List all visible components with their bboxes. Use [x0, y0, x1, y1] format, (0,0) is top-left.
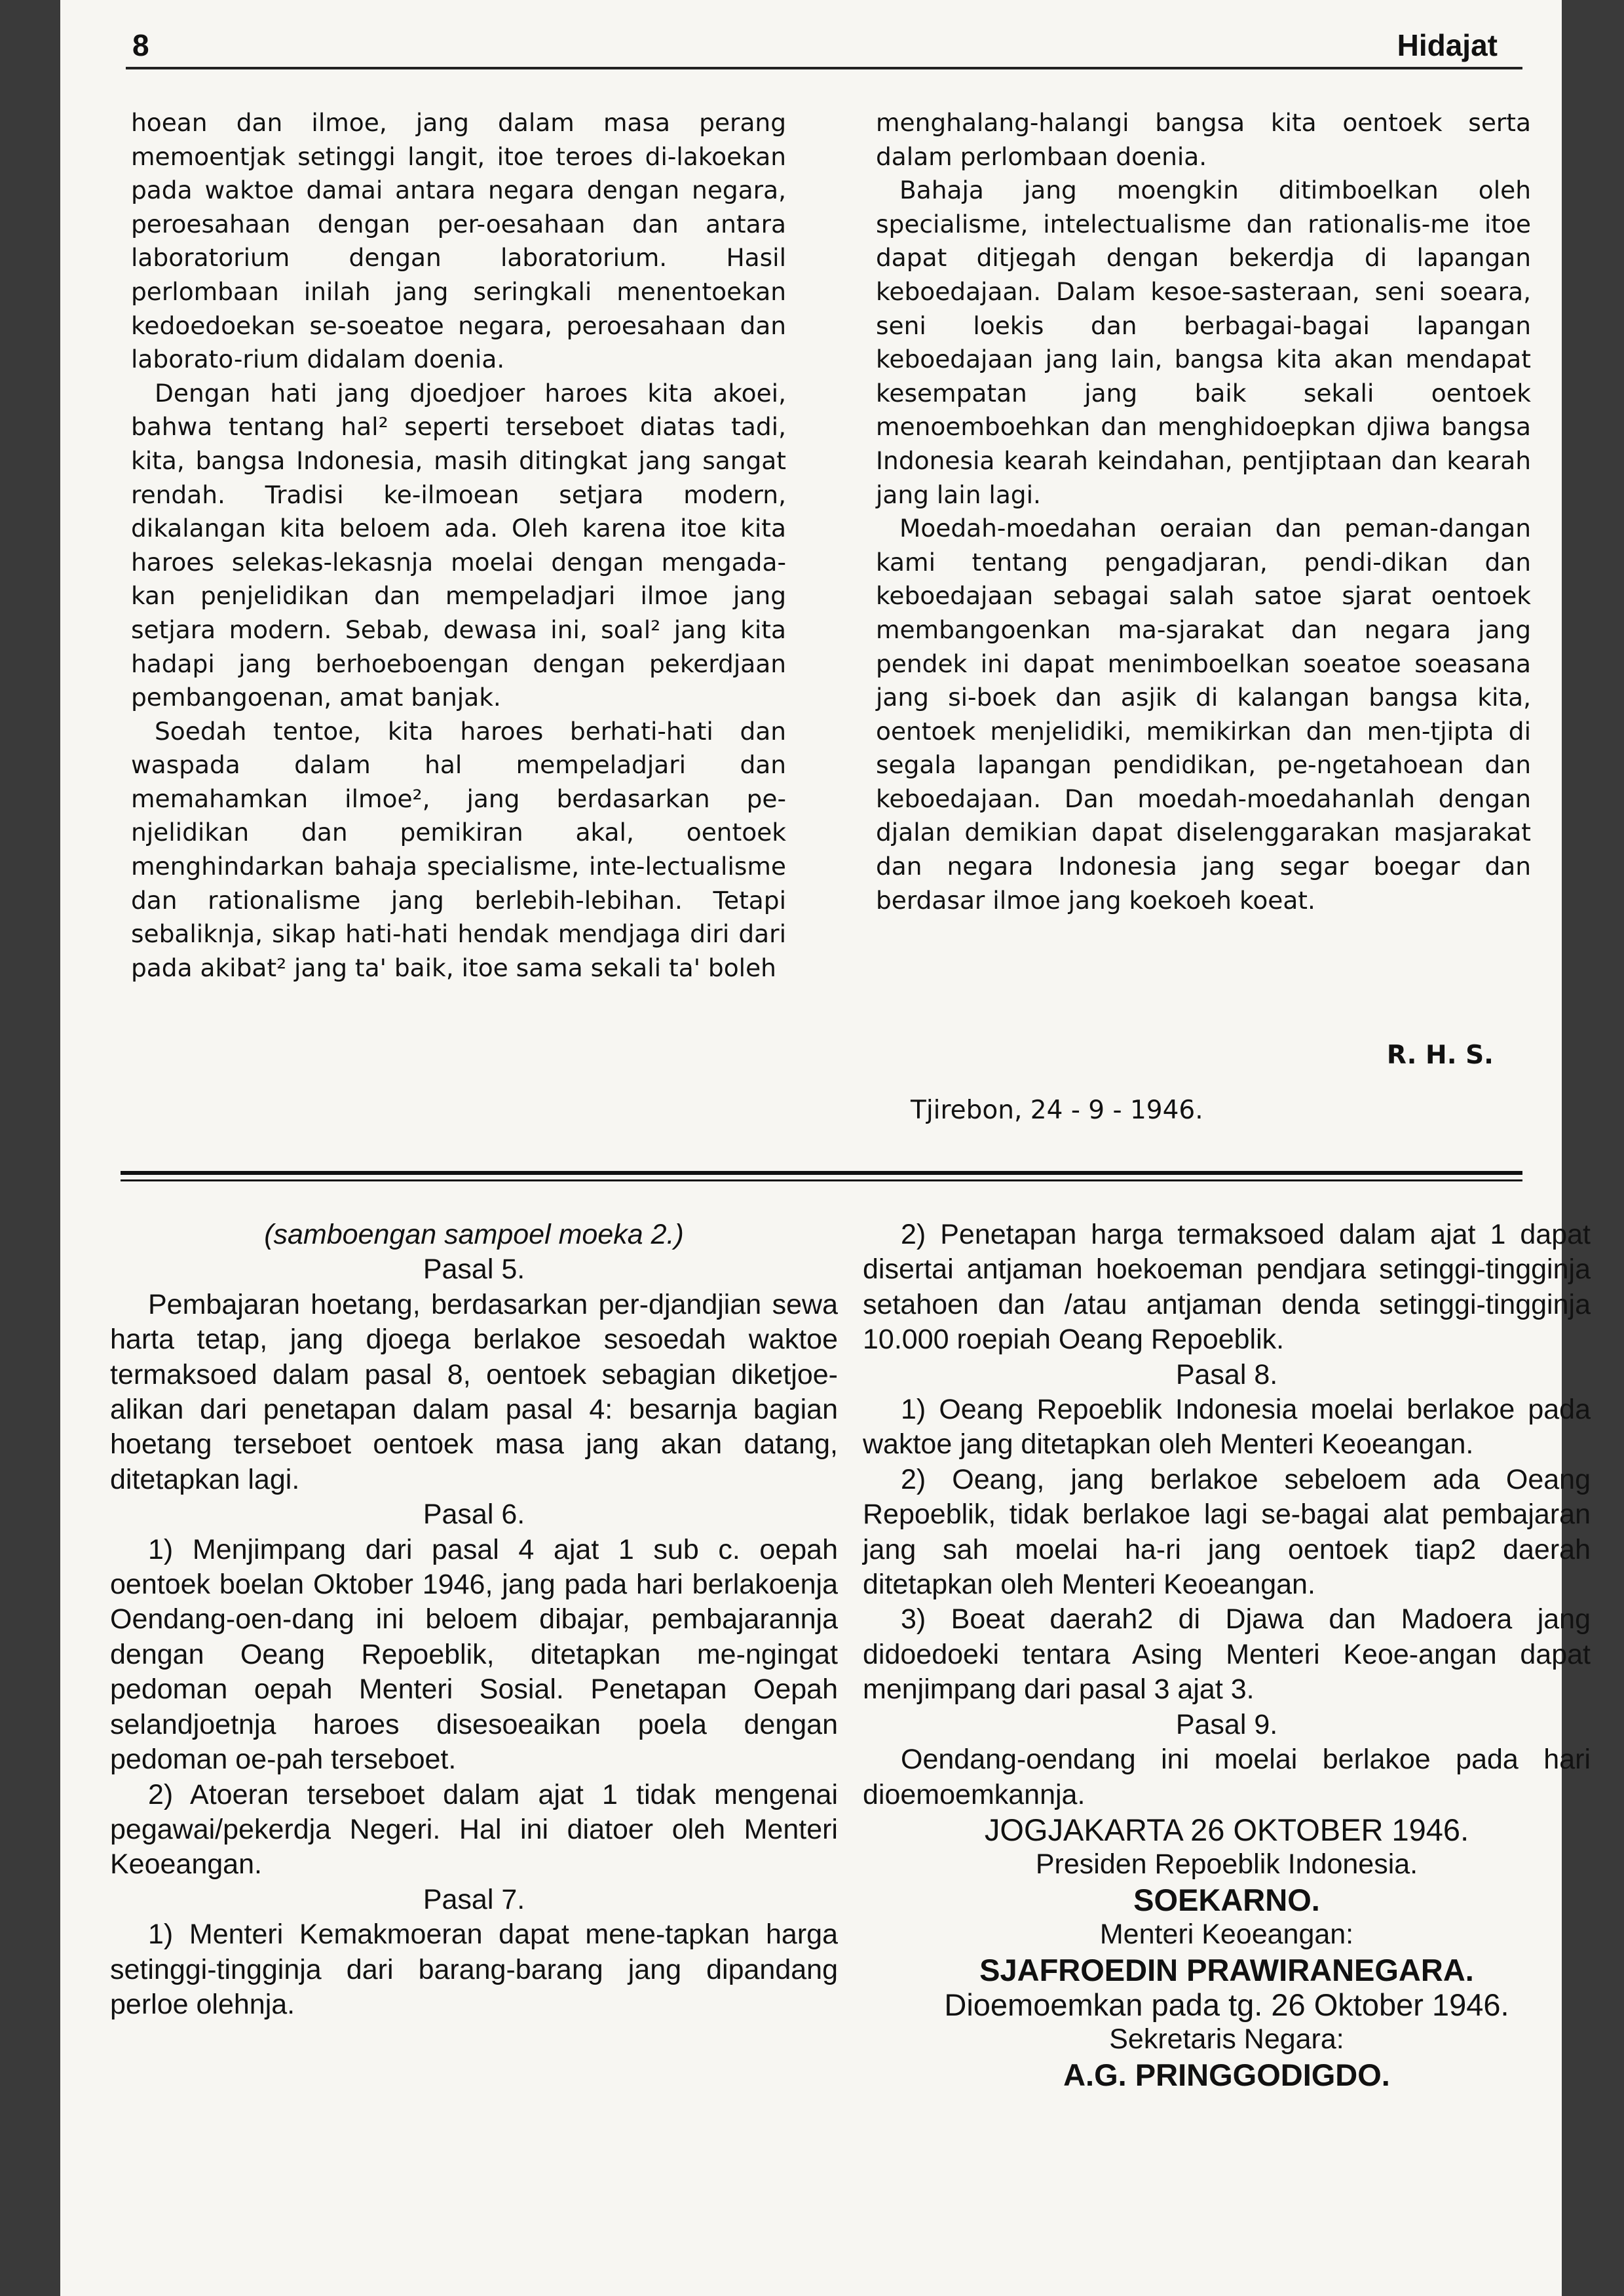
newspaper-page — [60, 0, 1591, 2296]
section-divider — [121, 1179, 1522, 1181]
decree-paragraph: 1) Menjimpang dari pasal 4 ajat 1 sub c. oepah oentoek boelan Oktober 1946, jang pada hari berlakoenja Oendang-oen-dang ini beloem dibajar, pembajarannja dengan Oeang Repoeblik, ditetapkan me-ngingat pedoman oepah Menteri Sosial. Penetapan Oepah selandjoetnja haroes disesoeaikan poela dengan pedoman oe-pah terseboet. — [110, 1533, 838, 1776]
section-divider — [121, 1171, 1522, 1175]
decree-paragraph: Oendang-oendang ini moelai berlakoe pada hari dioemoemkannja. — [863, 1744, 1591, 1810]
article-left-column — [131, 106, 786, 985]
article-right-column — [876, 106, 1531, 917]
article-paragraph: Dengan hati jang djoedjoer haroes kita akoei, bahwa tentang hal² seperti terseboet diatas tadi, kita, bangsa Indonesia, masih ditingkat jang sangat rendah. Tradisi ke-ilmoean setjara modern, dikalangan kita beloem ada. Oleh karena itoe kita haroes selekas-lekasnja moelai dengan mengada-kan penjelidikan dan mempeladjari ilmoe jang setjara modern. Sebab, dewasa ini, soal² jang kita hadapi jang berhoeboengan dengan pekerdjaan pembangoenan, amat banjak. — [131, 378, 786, 712]
journal-name: Hidajat — [1397, 28, 1498, 62]
signatory-title: Sekretaris Negara: — [1109, 2023, 1344, 2056]
decree-paragraph: 2) Oeang, jang berlakoe sebeloem ada Oeang Repoeblik, tidak berlakoe lagi se-bagai alat pembajaran jang sah moelai ha-ri jang oentoek tiap2 daerah ditetapkan oleh Menteri Keoeangan. — [863, 1463, 1591, 1601]
decree-paragraph: 1) Menteri Kemakmoeran dapat mene-tapkan harga setinggi-tingginja dari barang-barang jang dipandang perloe olehnja. — [110, 1919, 838, 2020]
article-heading: Pasal 6. — [423, 1499, 525, 1531]
article-paragraph: menghalang-halangi bangsa kita oentoek serta dalam perlombaan doenia. — [876, 108, 1531, 171]
article-heading: Pasal 7. — [423, 1883, 525, 1915]
decree-paragraph: 2) Penetapan harga termaksoed dalam ajat 1 dapat disertai antjaman hoekoeman pendjara setinggi-tingginja setahoen dan /atau antjaman denda setinggi-tingginja 10.000 roepiah Oeang Repoeblik. — [863, 1219, 1591, 1356]
signatory-name: SJAFROEDIN PRAWIRANEGARA. — [979, 1952, 1474, 1987]
article-paragraph: Bahaja jang moengkin ditimboelkan oleh specialisme, intelectualisme dan rationalis-me itoe dapat ditjegah dengan bekerdja di lapangan keboedajaan. Dalam kesoe-sasteraan, seni soeara, seni loekis dan berbagai-bagai lapangan keboedajaan jang lain, bangsa kita akan mendapat kesempatan jang baik sekali oentoek menoemboehkan dan menghidoepkan djiwa bangsa Indonesia kearah keindahan, pentjiptaan dan kearah jang lain lagi. — [876, 176, 1531, 509]
signatory-name: SOEKARNO. — [1133, 1882, 1320, 1917]
article-heading: Pasal 5. — [423, 1253, 525, 1286]
article-signature: R. H. S. — [1386, 1041, 1494, 1070]
header-rule — [126, 67, 1522, 69]
decree-place-date: JOGJAKARTA 26 OKTOBER 1946. — [984, 1812, 1469, 1847]
article-paragraph: Soedah tentoe, kita haroes berhati-hati dan waspada dalam hal mempeladjari dan memahamkan ilmoe², jang berdasarkan pe-njelidikan dan pemikiran akal, oentoek menghindarkan bahaja specialisme, inte-lectualisme dan rationalisme jang berlebih-lebihan. Tetapi sebaliknja, sikap hati-hati hendak mendjaga diri dari pada akibat² jang ta' baik, itoe sama sekali ta' boleh — [131, 716, 786, 982]
decree-paragraph: 2) Atoeran terseboet dalam ajat 1 tidak mengenai pegawai/pekerdja Negeri. Hal ini diatoer oleh Menteri Keoeangan. — [110, 1778, 838, 1881]
signatory-name: A.G. PRINGGODIGDO. — [1063, 2057, 1390, 2092]
signatory-title: Presiden Repoeblik Indonesia. — [1035, 1848, 1418, 1881]
continuation-note: (samboengan sampoel moeka 2.) — [264, 1219, 684, 1250]
article-place-date: Tjirebon, 24 - 9 - 1946. — [911, 1096, 1203, 1125]
article-paragraph: hoean dan ilmoe, jang dalam masa perang memoentjak setinggi langit, itoe teroes di-lakoekan pada waktoe damai antara negara dengan negara, peroesahaan dengan per-oesahaan dan antara laboratorium dengan laboratorium. Hasil perlombaan inilah jang seringkali menentoekan kedoedoekan se-soeatoe negara, peroesahaan dan laborato-rium didalam doenia. — [131, 108, 786, 374]
page-number: 8 — [132, 28, 149, 62]
decree-paragraph: 1) Oeang Repoeblik Indonesia moelai berlakoe pada waktoe jang ditetapkan oleh Menteri Keoeangan. — [863, 1394, 1591, 1461]
promulgation-date: Dioemoemkan pada tg. 26 Oktober 1946. — [944, 1987, 1509, 2022]
decree-paragraph: 3) Boeat daerah2 di Djawa dan Madoera jang didoedoeki tentara Asing Menteri Keoe-angan dapat menjimpang dari pasal 3 ajat 3. — [863, 1603, 1591, 1706]
article-heading: Pasal 8. — [1175, 1358, 1278, 1390]
decree-right-column — [863, 1217, 1591, 2092]
decree-paragraph: Pembajaran hoetang, berdasarkan per-djandjian sewa harta tetap, jang djoega berlakoe sesoedah waktoe termaksoed dalam pasal 8, oentoek sebagian diketjoe-alikan dari penetapan dalam pasal 4: besarnja bagian hoetang terseboet oentoek masa jang akan datang, ditetapkan lagi. — [110, 1288, 838, 1495]
signatory-title: Menteri Keoeangan: — [1099, 1919, 1354, 1951]
article-heading: Pasal 9. — [1175, 1708, 1278, 1740]
article-paragraph: Moedah-moedahan oeraian dan peman-dangan kami tentang pengadjaran, pendi-dikan dan keboedajaan sebagai salah satoe sjarat oentoek membangoenkan ma-sjarakat dan negara jang pendek ini dapat menimboelkan soeatoe soeasana jang si-boek dan asjik di kalangan bangsa kita, oentoek menjelidiki, memikirkan dan men-tjipta di segala lapangan pendidikan, pe-ngetahoean dan keboedajaan. Dan moedah-moedahanlah dengan djalan demikian dapat diselenggarakan masjarakat dan negara Indonesia jang segar boegar dan berdasar ilmoe jang koekoeh koeat. — [876, 514, 1531, 915]
decree-left-column — [110, 1217, 838, 2022]
